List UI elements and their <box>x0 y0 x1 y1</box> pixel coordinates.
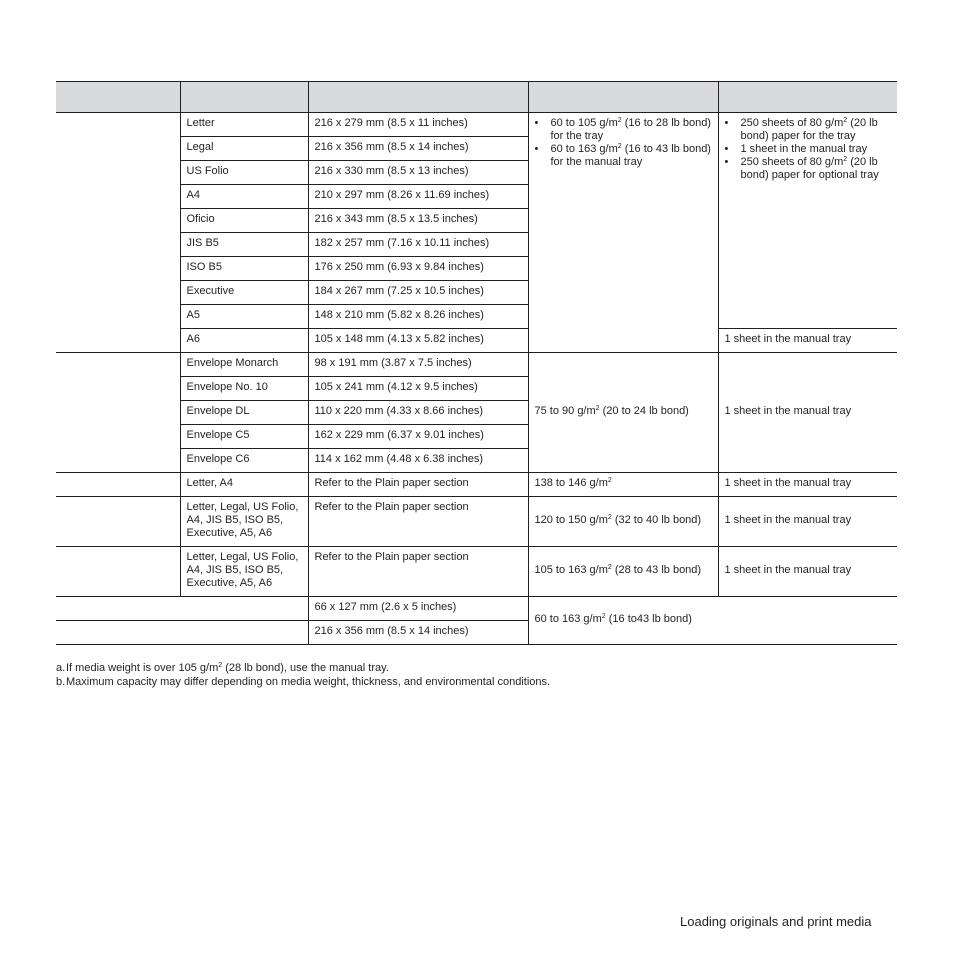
page-footer-title: Loading originals and print media <box>680 914 872 929</box>
weight-cell: 120 to 150 $g/m^2$ (32 to 40 lb bond) <box>528 497 718 547</box>
size-dimensions: 184 x 267 mm (7.25 x 10.5 inches) <box>308 281 528 305</box>
minimum-size: 66 x 127 mm (2.6 x 5 inches) <box>308 597 528 621</box>
header-cell-weight <box>528 82 718 113</box>
table-header-row <box>56 82 897 113</box>
size-dimensions: 105 x 148 mm (4.13 x 5.82 inches) <box>308 329 528 353</box>
size-dimensions: Refer to the Plain paper section <box>308 547 528 597</box>
size-name: Envelope No. 10 <box>180 377 308 401</box>
weight-cell: 138 to 146 $g/m^2$ <box>528 473 718 497</box>
size-name: A5 <box>180 305 308 329</box>
header-cell-capacity <box>718 82 897 113</box>
size-name: A6 <box>180 329 308 353</box>
weight-cell: 105 to 163 $g/m^2$ (28 to 43 lb bond) <box>528 547 718 597</box>
size-dimensions: 216 x 343 mm (8.5 x 13.5 inches) <box>308 209 528 233</box>
size-name: Legal <box>180 137 308 161</box>
envelope-capacity: 1 sheet in the manual tray <box>718 353 897 473</box>
table-row <box>56 473 897 497</box>
size-dimensions: 216 x 279 mm (8.5 x 11 inches) <box>308 113 528 137</box>
min-max-weight: 60 to 163 $g/m^2$ (16 to43 lb bond) <box>528 597 897 645</box>
size-name: Executive <box>180 281 308 305</box>
footnote: b. Maximum capacity may differ depending on media weight, thickness, and environmental conditions. <box>56 676 551 688</box>
size-dimensions: 162 x 229 mm (6.37 x 9.01 inches) <box>308 425 528 449</box>
minimum-size-label-cell <box>56 597 308 621</box>
table-row <box>56 329 897 353</box>
size-dimensions: Refer to the Plain paper section <box>308 473 528 497</box>
capacity-cell: 1 sheet in the manual tray <box>718 473 897 497</box>
size-dimensions: 114 x 162 mm (4.48 x 6.38 inches) <box>308 449 528 473</box>
footnote: a. If media weight is over 105 $g/m^2$ (28 lb bond), use the manual tray. <box>56 662 389 674</box>
type-cell <box>56 473 180 497</box>
size-name: JIS B5 <box>180 233 308 257</box>
table-row <box>56 547 897 597</box>
size-name: Letter, A4 <box>180 473 308 497</box>
size-name: ISO B5 <box>180 257 308 281</box>
size-name: Envelope C5 <box>180 425 308 449</box>
capacity-cell: 1 sheet in the manual tray <box>718 547 897 597</box>
plain-weight-cell <box>528 113 718 353</box>
envelope-weight: 75 to 90 $g/m^2$ (20 to 24 lb bond) <box>528 353 718 473</box>
plain-capacity-cell <box>718 113 897 329</box>
size-name: Letter, Legal, US Folio, A4, JIS B5, ISO B5, Executive, A5, A6 <box>180 547 308 597</box>
size-dimensions: 216 x 356 mm (8.5 x 14 inches) <box>308 137 528 161</box>
size-dimensions: 110 x 220 mm (4.33 x 8.66 inches) <box>308 401 528 425</box>
envelope-type-cell <box>56 353 180 473</box>
size-name: US Folio <box>180 161 308 185</box>
capacity-bullet: • 250 sheets of 80 $g/m^2$ (20 lb bond) paper for optional tray <box>725 156 892 182</box>
media-spec-table <box>56 81 897 645</box>
size-dimensions: 182 x 257 mm (7.16 x 10.11 inches) <box>308 233 528 257</box>
a6-capacity: 1 sheet in the manual tray <box>718 329 897 353</box>
size-dimensions: 98 x 191 mm (3.87 x 7.5 inches) <box>308 353 528 377</box>
size-name: Envelope Monarch <box>180 353 308 377</box>
size-name: Envelope C6 <box>180 449 308 473</box>
table-row <box>56 497 897 547</box>
header-cell-dimensions <box>308 82 528 113</box>
plain-type-cell <box>56 113 180 353</box>
table-row <box>56 597 897 621</box>
table-row <box>56 113 897 137</box>
weight-bullet: • 60 to 105 $g/m^2$ (16 to 28 lb bond) for the tray <box>535 117 712 143</box>
footnotes <box>56 661 550 689</box>
size-name: A4 <box>180 185 308 209</box>
size-name: Envelope DL <box>180 401 308 425</box>
type-cell <box>56 547 180 597</box>
size-dimensions: Refer to the Plain paper section <box>308 497 528 547</box>
maximum-size: 216 x 356 mm (8.5 x 14 inches) <box>308 621 528 645</box>
type-cell <box>56 497 180 547</box>
size-dimensions: 216 x 330 mm (8.5 x 13 inches) <box>308 161 528 185</box>
size-dimensions: 176 x 250 mm (6.93 x 9.84 inches) <box>308 257 528 281</box>
capacity-cell: 1 sheet in the manual tray <box>718 497 897 547</box>
table-row <box>56 353 897 377</box>
size-dimensions: 210 x 297 mm (8.26 x 11.69 inches) <box>308 185 528 209</box>
size-dimensions: 148 x 210 mm (5.82 x 8.26 inches) <box>308 305 528 329</box>
header-cell-size <box>180 82 308 113</box>
size-name: Letter <box>180 113 308 137</box>
weight-bullet: • 60 to 163 $g/m^2$ (16 to 43 lb bond) for the manual tray <box>535 143 712 169</box>
capacity-bullet: • 1 sheet in the manual tray <box>725 143 892 156</box>
size-name: Oficio <box>180 209 308 233</box>
maximum-size-label-cell <box>56 621 308 645</box>
capacity-bullet: • 250 sheets of 80 $g/m^2$ (20 lb bond) paper for the tray <box>725 117 892 143</box>
header-cell-type <box>56 82 180 113</box>
size-dimensions: 105 x 241 mm (4.12 x 9.5 inches) <box>308 377 528 401</box>
size-name: Letter, Legal, US Folio, A4, JIS B5, ISO B5, Executive, A5, A6 <box>180 497 308 547</box>
